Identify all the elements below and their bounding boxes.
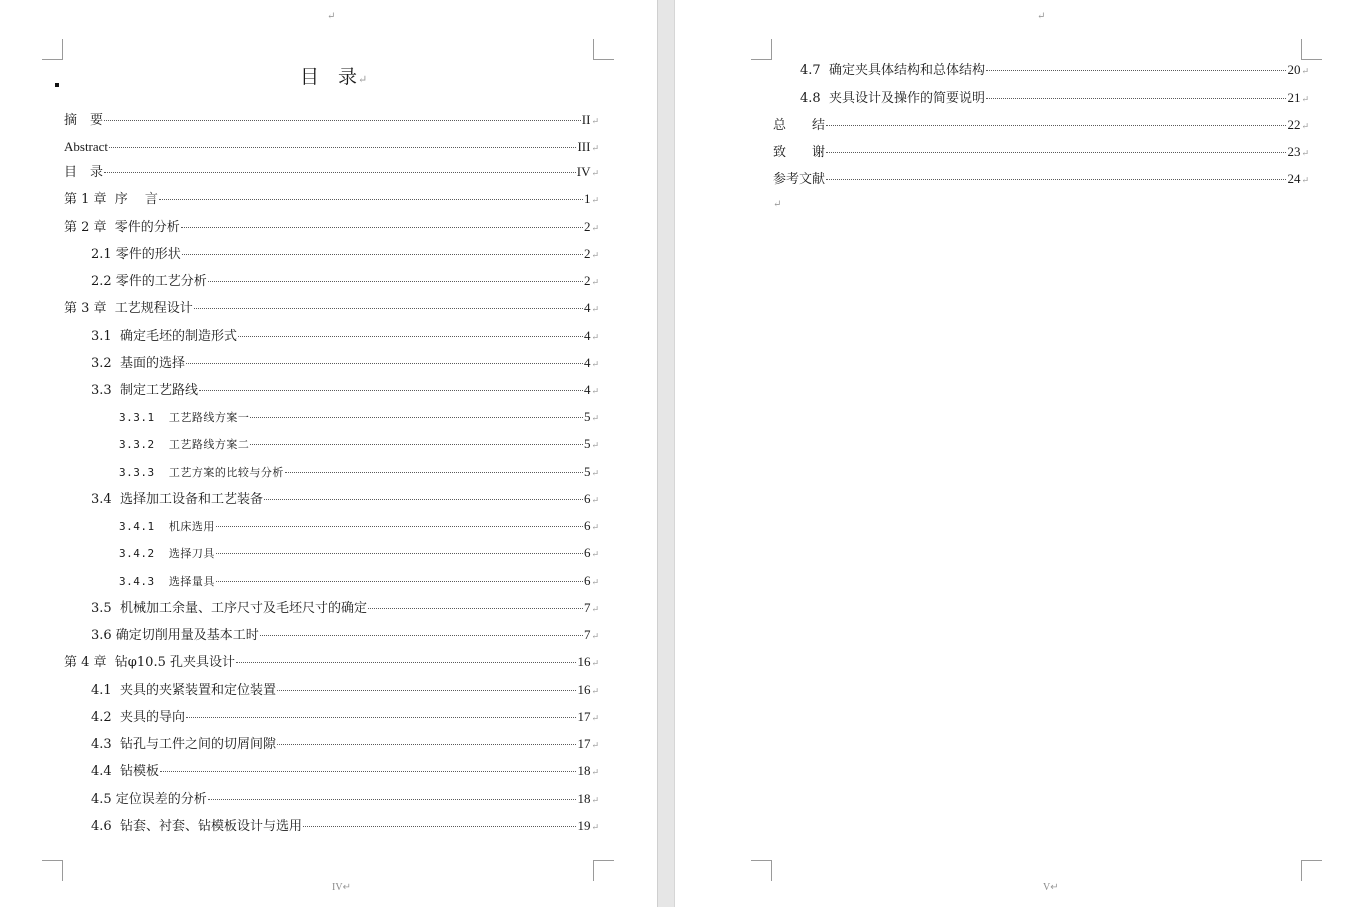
paragraph-mark: ↵ [342,882,351,893]
toc-entry-page: 16 [577,654,591,669]
toc-entry-label: 3.1 确定毛坯的制造形式 [91,329,237,344]
toc-entry[interactable] [64,219,599,237]
crop-mark-top-right [1301,39,1322,60]
toc-entry[interactable] [91,355,599,373]
dot-leader [104,172,576,173]
paragraph-mark: ↵ [1301,176,1309,186]
toc-entry[interactable] [91,491,599,509]
toc-entry-label: 3.5 机械加工余量、工序尺寸及毛坯尺寸的确定 [91,601,367,616]
toc-entry-page: 20 [1287,62,1301,77]
toc-entry[interactable] [64,300,599,318]
toc-entry-label: 3.6 确定切削用量及基本工时 [91,628,259,643]
toc-entry[interactable] [119,573,599,591]
toc-entry-page: 4 [583,355,591,370]
paragraph-mark: ↵ [591,251,599,261]
paragraph-mark: ↵ [591,523,599,533]
toc-entry[interactable] [64,112,599,130]
crop-mark-top-left [42,39,63,60]
toc-entry-label: 3.3.3 工艺方案的比较与分析 [119,466,284,479]
toc-entry-label: Abstract [64,139,109,154]
paragraph-mark: ↵ [591,224,599,234]
toc-entry[interactable] [800,62,1309,80]
toc-entry-label: 3.2 基面的选择 [91,356,185,371]
toc-entry[interactable] [91,627,599,645]
dot-leader [182,254,583,255]
dot-leader [368,608,583,609]
toc-entry[interactable] [91,818,599,836]
toc-entry-page: 2 [583,246,591,261]
toc-entry[interactable] [119,518,599,536]
dot-leader [216,526,583,527]
toc-entry[interactable] [91,246,599,264]
toc-title[interactable] [300,62,368,89]
toc-entry[interactable] [119,409,599,427]
toc-entry-page: 19 [577,818,591,833]
dot-leader [199,390,583,391]
paragraph-mark: ↵ [591,414,599,424]
paragraph-mark: ↵ [1050,882,1059,893]
toc-entry-page: 6 [583,518,591,533]
toc-entry-label: 3.3.1 工艺路线方案一 [119,411,250,424]
toc-entry-page: 7 [583,627,591,642]
toc-entry-label: 4.3 钻孔与工件之间的切屑间隙 [91,737,276,752]
paragraph-mark: ↵ [773,199,782,210]
toc-entry-label: 致 谢 [773,145,826,160]
dot-leader [109,147,576,148]
toc-entry[interactable] [91,600,599,618]
paragraph-mark: ↵ [591,333,599,343]
toc-entry-label: 第 1 章 序 言 [64,192,158,207]
dot-leader [986,98,1287,99]
dot-leader [104,120,581,121]
page-number-footer [332,882,351,893]
toc-entry[interactable] [91,273,599,291]
toc-entry-page: II [581,112,591,127]
toc-entry[interactable] [64,164,599,182]
toc-entry[interactable] [91,709,599,727]
toc-entry-label: 摘 要 [64,113,104,128]
toc-entry-page: 7 [583,600,591,615]
toc-entry-label: 4.4 钻模板 [91,764,159,779]
toc-entry-page: 5 [583,464,591,479]
toc-entry-page: 4 [583,382,591,397]
toc-entry-page: 18 [577,791,591,806]
toc-entry-page: 17 [577,709,591,724]
toc-entry-page: 21 [1287,90,1301,105]
toc-entry-page: 6 [583,545,591,560]
paragraph-mark: ↵ [591,714,599,724]
paragraph-mark: ↵ [591,741,599,751]
toc-entry-label: 3.4.2 选择刀具 [119,547,215,560]
toc-entry-page: IV [576,164,591,179]
toc-entry[interactable] [119,545,599,563]
dot-leader [159,199,583,200]
dot-leader [986,70,1287,71]
paragraph-mark: ↵ [358,73,369,86]
paragraph-mark: ↵ [591,796,599,806]
page-number: V [1043,882,1051,893]
paragraph-mark: ↵ [591,196,599,206]
dot-leader [181,227,583,228]
dot-leader [216,581,583,582]
paragraph-bullet [55,83,59,87]
dot-leader [160,771,577,772]
toc-entry-label: 3.3.2 工艺路线方案二 [119,438,250,451]
paragraph-mark: ↵ [591,441,599,451]
toc-entry-label: 目 录 [64,165,104,180]
dot-leader [826,125,1286,126]
dot-leader [208,799,577,800]
paragraph-mark: ↵ [591,360,599,370]
toc-entry-page: 18 [577,763,591,778]
toc-entry-page: 22 [1287,117,1301,132]
toc-entry[interactable] [64,191,599,209]
dot-leader [250,444,583,445]
paragraph-mark: ↵ [1301,149,1309,159]
toc-entry-page: 2 [583,273,591,288]
paragraph-mark: ↵ [591,768,599,778]
toc-entry-page: 16 [577,682,591,697]
page-number: IV [332,882,343,893]
toc-entry-page: 1 [583,191,591,206]
toc-entry[interactable] [91,791,599,809]
toc-entry-page: 24 [1287,171,1301,186]
page-gutter [657,0,675,907]
paragraph-mark: ↵ [591,578,599,588]
paragraph-mark: ↵ [591,687,599,697]
dot-leader [277,744,577,745]
dot-leader [826,152,1286,153]
paragraph-mark: ↵ [591,632,599,642]
paragraph-mark: ↵ [1301,67,1309,77]
crop-mark-bottom-right [593,860,614,881]
paragraph-mark: ↵ [591,550,599,560]
dot-leader [303,826,577,827]
toc-entry-page: 6 [583,573,591,588]
dot-leader [277,690,577,691]
toc-entry-page: 5 [583,409,591,424]
dot-leader [186,717,577,718]
toc-entry-label: 4.6 钻套、衬套、钻模板设计与选用 [91,819,302,834]
toc-entry[interactable] [800,90,1309,108]
toc-entry[interactable] [91,328,599,346]
toc-entry[interactable] [91,763,599,781]
toc-entry[interactable] [773,171,1309,189]
toc-entry-label: 2.2 零件的工艺分析 [91,274,207,289]
toc-entry-label: 4.5 定位误差的分析 [91,792,207,807]
paragraph-mark: ↵ [591,305,599,315]
toc-entry-page: 6 [583,491,591,506]
toc-entry-label: 第 2 章 零件的分析 [64,220,180,235]
dot-leader [216,553,583,554]
toc-entry[interactable] [773,144,1309,162]
dot-leader [208,281,583,282]
toc-entry-label: 第 3 章 工艺规程设计 [64,301,193,316]
paragraph-mark: ↵ [591,278,599,288]
toc-entry-label: 4.8 夹具设计及操作的简要说明 [800,91,985,106]
toc-entry-label: 3.4.1 机床选用 [119,520,215,533]
dot-leader [285,472,583,473]
toc-entry[interactable] [91,736,599,754]
dot-leader [238,336,583,337]
crop-mark-top-right [593,39,614,60]
toc-entry[interactable] [119,436,599,454]
dot-leader [826,179,1286,180]
dot-leader [236,662,576,663]
toc-entry-label: 3.4.3 选择量具 [119,575,215,588]
toc-entry-label: 参考文献 [773,172,826,187]
toc-entry-label: 2.1 零件的形状 [91,247,181,262]
paragraph-mark: ↵ [591,496,599,506]
header-paragraph-mark: ↵ [1037,11,1046,22]
paragraph-mark: ↵ [591,144,599,154]
toc-entry-page: III [577,139,591,154]
document-page-left [0,0,657,907]
crop-mark-top-left [751,39,772,60]
toc-entry[interactable] [64,654,599,672]
document-page-right [675,0,1357,907]
toc-entry-label: 3.3 制定工艺路线 [91,383,198,398]
page-number-footer [1043,882,1059,893]
toc-entry-label: 第 4 章 钻φ10.5 孔夹具设计 [64,655,235,670]
toc-entry[interactable] [91,382,599,400]
toc-title-char: 目 [300,66,321,88]
crop-mark-bottom-right [1301,860,1322,881]
toc-entry-page: 4 [583,300,591,315]
toc-entry-label: 总 结 [773,118,826,133]
dot-leader [260,635,583,636]
toc-entry-page: 5 [583,436,591,451]
toc-entry[interactable] [64,139,599,157]
toc-entry-label: 4.2 夹具的导向 [91,710,185,725]
toc-entry-page: 2 [583,219,591,234]
toc-entry-label: 4.7 确定夹具体结构和总体结构 [800,63,985,78]
toc-title-char: 录 [338,66,359,88]
toc-entry-label: 3.4 选择加工设备和工艺装备 [91,492,263,507]
toc-entry-page: 17 [577,736,591,751]
header-paragraph-mark: ↵ [327,11,336,22]
paragraph-mark: ↵ [1301,95,1309,105]
toc-entry[interactable] [773,117,1309,135]
crop-mark-bottom-left [42,860,63,881]
paragraph-mark: ↵ [591,169,599,179]
toc-entry-page: 23 [1287,144,1301,159]
paragraph-mark: ↵ [591,117,599,127]
crop-mark-bottom-left [751,860,772,881]
paragraph-mark: ↵ [591,469,599,479]
paragraph-mark: ↵ [591,823,599,833]
toc-entry[interactable] [91,682,599,700]
toc-entry[interactable] [119,464,599,482]
paragraph-mark: ↵ [591,387,599,397]
dot-leader [264,499,583,500]
toc-entry-page: 4 [583,328,591,343]
dot-leader [194,308,583,309]
paragraph-mark: ↵ [591,659,599,669]
toc-entry-label: 4.1 夹具的夹紧装置和定位装置 [91,683,276,698]
paragraph-mark: ↵ [591,605,599,615]
dot-leader [250,417,583,418]
paragraph-mark: ↵ [1301,122,1309,132]
dot-leader [186,363,583,364]
